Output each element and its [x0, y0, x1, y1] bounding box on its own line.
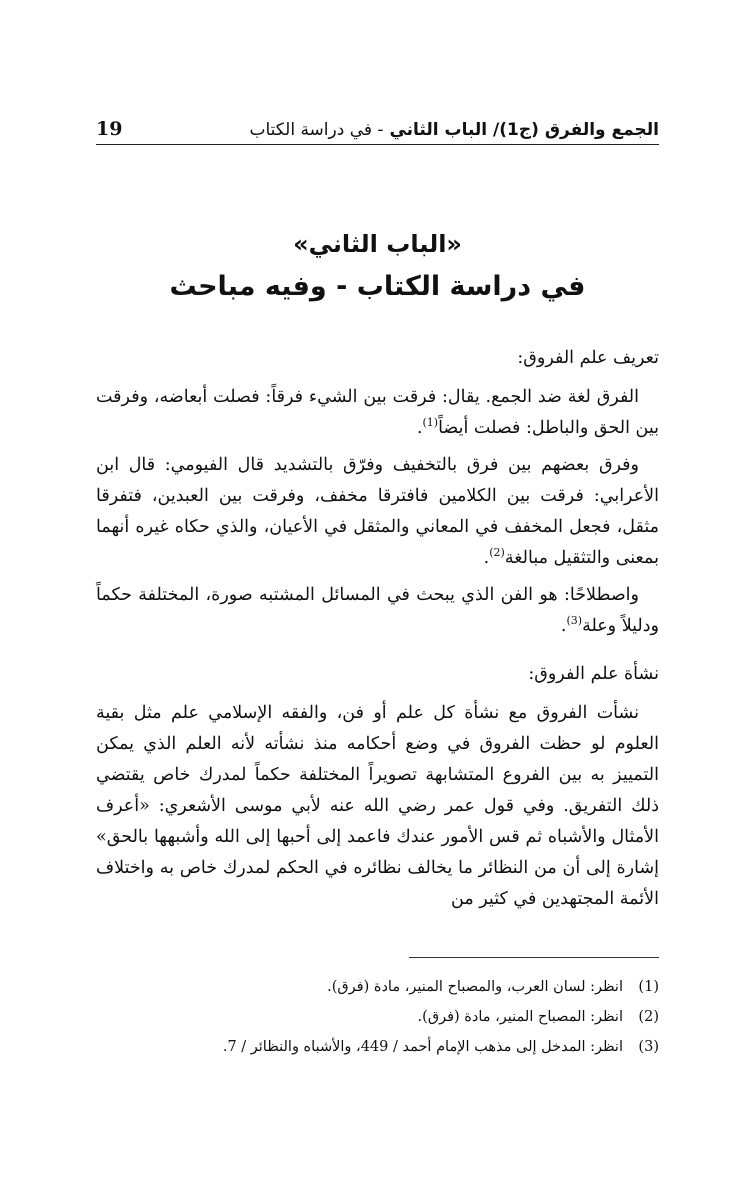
footnote-number: (3)	[638, 1039, 659, 1055]
footnote-text: انظر: المدخل إلى مذهب الإمام أحمد / 449، والأشباه والنظائر / 7.	[222, 1039, 623, 1055]
footnote-1	[96, 972, 659, 1002]
footnote-ref-1: (1)	[422, 416, 439, 430]
footnote-2	[96, 1002, 659, 1032]
paragraph-origin-1	[96, 698, 659, 915]
header-title-main: الجمع والفرق (ج1)/ الباب الثاني	[389, 120, 659, 140]
footnote-divider	[409, 957, 659, 958]
section-heading-definition: تعريف علم الفروق:	[517, 348, 659, 368]
footnote-ref-3: (3)	[566, 614, 583, 628]
paragraph-text: واصطلاحًا: هو الفن الذي يبحث في المسائل المشتبه صورة، المختلفة حكماً ودليلاً وعلة	[96, 585, 659, 636]
paragraph-definition-2: وفرق بعضهم بين فرق بالتخفيف وفرّق بالتشديد قال الفيومي: قال ابن الأعرابي: فرقت بين الكلامين فافترقا مخفف، وفرقت بين العبدين، فتفرقا مثقل، فجعل المخفف في المعاني والمثقل في الأعيان، والذي حكاه غيره أنهما بمعنى والتثقيل مبالغة$^{(2)}$.	[96, 455, 659, 568]
paragraph-text: وفرق بعضهم بين فرق بالتخفيف وفرّق بالتشديد قال الفيومي: قال ابن الأعرابي: فرقت بين الكلامين فافترقا مخفف، وفرقت بين العبدين، فتفرقا مثقل، فجعل المخفف في المعاني والمثقل في الأعيان، والذي حكاه غيره أنهما بمعنى والتثقيل مبالغة	[96, 455, 659, 568]
footnote-ref-2: (2)	[489, 546, 505, 560]
page-number: 19	[96, 118, 123, 140]
footnote-3	[96, 1032, 659, 1062]
footnote-text: انظر: المصباح المنير، مادة (فرق).	[417, 1009, 623, 1025]
chapter-title-line2: في دراسة الكتاب - وفيه مباحث	[169, 271, 586, 302]
footnote-text: انظر: لسان العرب، والمصباح المنير، مادة (فرق).	[327, 979, 623, 995]
running-header-title	[249, 120, 659, 140]
header-title-sub: - في دراسة الكتاب	[249, 120, 384, 140]
chapter-title	[96, 225, 659, 309]
footnotes	[96, 972, 659, 1062]
paragraph-definition-3: واصطلاحًا: هو الفن الذي يبحث في المسائل المشتبه صورة، المختلفة حكماً ودليلاً وعلة$^{(3)}$.	[96, 585, 659, 636]
main-text	[96, 340, 659, 915]
footnote-number: (2)	[638, 1009, 659, 1025]
paragraph-text: الفرق لغة ضد الجمع. يقال: فرقت بين الشيء فرقاً: فصلت أبعاضه، وفرقت بين الحق والباطل: فصلت أيضاً	[96, 387, 659, 438]
footnote-number: (1)	[638, 979, 659, 995]
running-header	[96, 106, 659, 145]
section-heading-origin: نشأة علم الفروق:	[528, 664, 659, 684]
chapter-title-line1: «الباب الثاني»	[293, 230, 462, 258]
paragraph-text: نشأت الفروق مع نشأة كل علم أو فن، والفقه الإسلامي علم مثل بقية العلوم لو حظت الفروق في وضع أحكامه منذ نشأته لأنه العلم الذي يمكن التمييز به بين الفروع المتشابهة تصويراً المختلفة حكماً لمدرك خاص يقتضي ذلك التفريق. وفي قول عمر رضي الله عنه لأبي موسى الأشعري: «أعرف الأمثال والأشباه ثم قس الأمور عندك فاعمد إلى أحبها إلى الله وأشبهها بالحق» إشارة إلى أن من النظائر ما يخالف نظائره في الحكم لمدرك خاص به واختلاف الأئمة المجتهدين في كثير من	[96, 703, 659, 909]
paragraph-definition-1: الفرق لغة ضد الجمع. يقال: فرقت بين الشيء فرقاً: فصلت أبعاضه، وفرقت بين الحق والباطل: فصلت أيضاً$^{(1)}$.	[96, 387, 659, 438]
